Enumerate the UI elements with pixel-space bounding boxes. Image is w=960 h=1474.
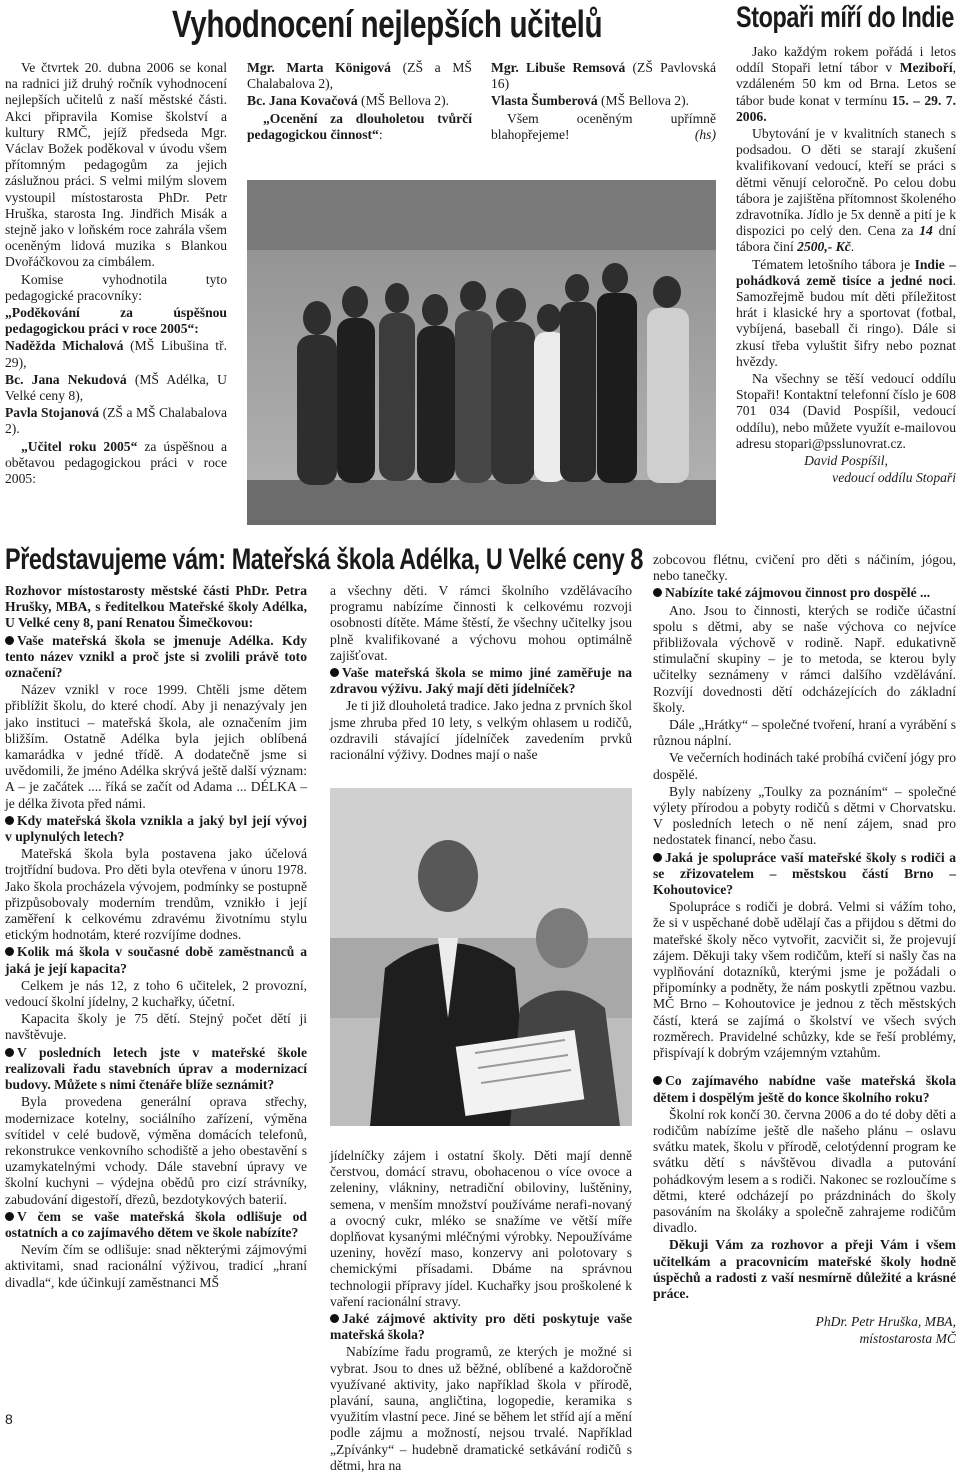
- article3-col3: [653, 552, 956, 1424]
- article3-signature-name: PhDr. Petr Hruška, MBA,: [815, 1314, 956, 1330]
- interview-intro: Rozhovor místostarosty městské části PhDr. Petra Hrušky, MBA, s ředitelkou Mateřské školy Adélka, U Velké ceny 8, paní Renatou Šimečkovou:: [5, 583, 307, 631]
- interview-answer: Dále „Hrátky“ – společné tvoření, hraní a vyrábění s různou náplní.: [653, 717, 956, 749]
- award1-person: Pavla Stojanová (ZŠ a MŠ Chalabalova 2).: [5, 405, 228, 437]
- article1-closing: Všem oceněným upřímně blahopřejeme! (hs): [491, 110, 716, 142]
- interview-question: Vaše mateřská škola se jmenuje Adélka. Kdy tento název vznikl a proč jste si zvolili právě toto označení?: [5, 632, 307, 681]
- article1-paragraph: Ve čtvrtek 20. dubna 2006 se konal na radnici již druhý ročník vyhodnocení nejlepších učitelů z naší městské části. Akci připravila Komise školství a kultury RMČ, jejíž předseda Mgr. Václav Božek poděkoval v úvodu všem přítomným pedagogům za jejich záslužnou práci. S velmi milým slovem vystoupil místostarosta PhDr. Petr Hruška, starosta Ing. Jindřich Misák a stejně jako v loňském roce zahrála všem oceněným lidová muzika s Blankou Dvořáčkovou za cimbálem.: [5, 60, 227, 270]
- award3-line: „Ocenění za dlouholetou tvůrčí pedagogickou činnost“:: [247, 110, 472, 142]
- group-photo: [247, 180, 716, 525]
- bullet-icon: [653, 588, 662, 597]
- interview-question: Vaše mateřská škola se mimo jiné zaměřuje na zdravou výživu. Jaký mají děti jídelníček?: [330, 665, 632, 697]
- article1-title: Vyhodnocení nejlepších učitelů: [172, 4, 603, 46]
- interview-answer: Ve večerních hodinách také probíhá cvičení jógy pro dospělé.: [653, 750, 956, 782]
- bullet-icon: [5, 816, 14, 825]
- bullet-icon: [5, 1212, 14, 1221]
- interview-question: Jaké zájmové aktivity pro děti poskytuje vaše mateřská škola?: [330, 1311, 632, 1343]
- bullet-icon: [653, 853, 662, 862]
- page-number: 8: [5, 1411, 13, 1427]
- award1-person: Naděžda Michalová (MŠ Libušina tř. 29),: [5, 338, 227, 370]
- interview-answer: jídelníčky zájem i ostatní školy. Děti mají denně čerstvou, domácí stravu, obohacenou o více ovoce a zeleniny, vlákniny, netradiční obiloviny, luštěniny, semena, v menším množství používáme nerafi-novaný a ovocný cukr, mléko se snažíme ve větší míře doplňovat kysanými mléčnými výrobky. Nepoužíváme uzeniny, hovězí maso, konzervy ani polotovary s chemickými přísadami. Dbáme na správnou technologii přípravy jídel. Kuchařky jsou proškolené k vaření racionální stravy.: [330, 1148, 632, 1309]
- article1-col2: [247, 60, 472, 170]
- interview-answer: Celkem je nás 12, z toho 6 učitelek, 2 provozní, vedoucí školní jídelny, 2 kuchařky, účetní.: [5, 977, 307, 1010]
- interview-answer: Byla provedena generální oprava střechy, modernizace kotelny, sociálního zařízení, výměna svítidel v celé budově, výměna domácích telefonů, rekonstrukce venkovního schodiště a jeho obestavění s uzamykatelnými vchody. Dále stavební úpravy ve školní kuchyni – výdejna obědů pro cizí strávníky, zabudování digestoří, dřezů, bezdotykových baterií.: [5, 1094, 307, 1207]
- bullet-icon: [330, 668, 339, 677]
- article2-paragraph: Na všechny se těší vedoucí oddílu Stopaři! Kontaktní telefonní číslo je 608 701 034 (David Pospíšil, vedoucí oddílu), nebo můžete využít e-mailovou adresu stopari@psslunovrat.cz.: [736, 371, 956, 451]
- interview-question: Co zajímavého nabídne vaše mateřská škola dětem i dospělým ještě do konce školního roku?: [653, 1073, 956, 1105]
- bullet-icon: [330, 1314, 339, 1323]
- award1-person: Bc. Jana Nekudová (MŠ Adélka, U Velké ceny 8),: [5, 371, 228, 404]
- group-photo-image: [247, 180, 716, 525]
- interview-question: V čem se vaše mateřská škola odlišuje od ostatních a co zajímavého dětem ve škole nabízíte?: [5, 1208, 307, 1240]
- award2-person: Bc. Jana Kovačová (MŠ Bellova 2).: [247, 93, 450, 109]
- interview-answer: Název vznikl v roce 1999. Chtěli jsme dětem přiblížit školu, do které chodí. Aby ji nenazývaly jen jako instituci – mateřská škola, ale označením jim bližším. Ostatně Adélka byla jejich oblíbená kamarádka v jedné třídě. A dodatečně jsme si uvědomili, že jméno Adélka skrývá ještě další význam: A – je začátek .... říká se začít od Adama ... DÉLKA – je délka života před námi.: [5, 682, 307, 811]
- article3-col2-bottom: [330, 1148, 632, 1473]
- bullet-icon: [5, 1048, 14, 1057]
- interview-answer: Mateřská škola byla postavena jako účelová trojtřídní budova. Pro děti byla otevřena v únoru 1978. Jako škola procházela vývojem, podmínky se postupně přizpůsobovaly moderním trendům, vznikło i její zaměření k celkovému zdravému životnímu stylu etickým hodnotám, které rozvíjíme dodnes.: [5, 846, 307, 943]
- interview-answer: a všechny děti. V rámci školního vzdělávacího programu nabízíme činnosti k celkovému rozvoji osobnosti dítěte. Máme štěstí, že všechny učitelky jsou plně kvalifikované a výchovu mohou optimálně zajišťovat.: [330, 583, 632, 663]
- interview-photo-image: [330, 788, 632, 1126]
- interview-answer: zobcovou flétnu, cvičení pro děti s náčiním, jógou, nebo tanečky.: [653, 552, 956, 584]
- interview-question: Nabízíte také zájmovou činnost pro dospělé ...: [653, 585, 956, 601]
- article3-col1: [5, 583, 307, 1403]
- interview-answer: Byly nabízeny „Toulky za poznáním“ – společné výlety přírodou a pobyty rodičů s dětmi v Chorvatsku. V posledních letech o ně není zájem, snad pro nedostatek financí, nebo času.: [653, 783, 956, 848]
- article1-col1: [5, 60, 227, 530]
- interview-answer: Ano. Jsou to činnosti, kterých se rodiče účastní spolu s dětmi, aby se naše výchova co nejvíce přibližovala výchově v rodině. Např. edukativně stimulační skupiny – je to metoda, se kterou byly učitelky seznámeny v rámci dalšího vzdělávání. Rozvíjí dovednosti dětí odcházejících do základní školy.: [653, 602, 956, 715]
- award2-line: „Učitel roku 2005“ za úspěšnou a obětavou pedagogickou práci v roce 2005:: [5, 438, 227, 487]
- interview-answer: Nabízíme řadu programů, ze kterých je možné si vybrat. Jsou to dnes už běžné, oblíbené a každoročně využívané aktivity, jako například škola v přírodě, plavání, sauna, angličtina, logopedie, keramika s využitím vlastní pece. Jiné se během let stříd ají a mění podle zájmu a možností, nejsou trvalé. Například „Zpívánky“ – hudebně dramatické setkávání rodičů s dětmi, hra na: [330, 1344, 632, 1473]
- article3-title: Představujeme vám: Mateřská škola Adélka, U Velké ceny 8: [5, 543, 644, 576]
- bullet-icon: [5, 947, 14, 956]
- interview-question: Kolik má škola v současné době zaměstnanců a jaká je její kapacita?: [5, 944, 307, 976]
- article2-signature-name: David Pospíšil,: [804, 453, 888, 469]
- award2-person: Mgr. Marta Königová (ZŠ a MŠ Chalabalova 2),: [247, 60, 472, 92]
- article2-paragraph: Ubytování je v kvalitních stanech s podsadou. O děti se starají zkušení kvalifikovaní vedoucí, kteří se práci s dětmi věnují celoročně. Po celou dobu tábora je zajištěna přítomnost školeného zdravotníka. Jídlo je 5x denně a pití je k dispozici po celý den. Cena za 14 dní tábora činí 2500,- Kč.: [736, 126, 956, 255]
- award3-person: Mgr. Libuše Remsová (ZŠ Pavlovská 16): [491, 60, 716, 92]
- article2-paragraph: Jako každým rokem pořádá i letos oddíl Stopaři letní tábor v Meziboří, vzdáleném 50 km od Brna. Letos se tábor bude konat v termínu 15. – 29. 7. 2006.: [736, 44, 956, 124]
- interview-answer: Kapacita školy je 75 dětí. Stejný počet dětí ji navštěvuje.: [5, 1011, 307, 1043]
- article2-paragraph: Tématem letošního tábora je Indie – pohádková země tisíce a jedné noci. Samozřejmě budou mít děti příležitost hrát i klasické hry a sportovat (fotbal, vybíjená, baseball či ringo). Dále si zkusí třeba vyluštit šifry nebo poznat hvězdy.: [736, 256, 957, 369]
- interview-answer: Je ti již dlouholetá tradice. Jako jedna z prvních škol jsme zhruba před 10 lety, s velkým ohlasem u rodičů, ozdravili stávající jídelníček zavedením prvků racionální výživy. Dodnes mají o naše: [330, 698, 632, 763]
- interview-thanks: Děkuji Vám za rozhovor a přeji Vám i všem učitelkám a pracovnicím mateřské školy hodně úspěchů a radosti z vaší nesmírně důležité a krásné práce.: [653, 1237, 956, 1301]
- article3-col2-top: [330, 583, 632, 783]
- article1-paragraph: Komise vyhodnotila tyto pedagogické pracovníky:: [5, 271, 227, 303]
- article2-title: Stopaři míří do Indie: [736, 1, 955, 34]
- interview-question: Jaká je spolupráce vaší mateřské školy s rodiči a se zřizovatelem – městskou částí Brno – Kohoutovice?: [653, 849, 956, 898]
- article3-signature-role: místostarosta MČ: [859, 1331, 956, 1347]
- interview-question: V posledních letech jste v mateřské škole realizovali řadu stavebních úprav a modernizací budovy. Můžete s nimi čtenáře blíže seznámit?: [5, 1044, 307, 1093]
- bullet-icon: [5, 636, 14, 645]
- interview-photo: [330, 788, 632, 1126]
- article1-col3: [491, 60, 716, 170]
- interview-answer: Školní rok končí 30. června 2006 a do té doby děti a rodičům nabízíme ještě dle našeho plánu – oslavu svátku matek, školu v přírodě, celotýdenní program ke svátku dětí s návštěvou divadla a putování pohádkovým lesem a s rodiči. Nakonec se rozloučíme s dětmi, které odcházejí po prázdninách do školy pasováním na školáky a společně zahrajeme rodičům divadlo.: [653, 1106, 956, 1236]
- interview-answer: Spolupráce s rodiči je dobrá. Velmi si vážím toho, že si v uspěchané době udělají čas a přijdou s dětmi do mateřské školy něco vytvořit, zacvičit si, že projevují zájem. Děkuji taky všem rodičům, kteří si našly čas na vyplňování dotazníků, kterými jsme je požádali o připomínky a podněty, že nám poskytli zpětnou vazbu. MČ Brno – Kohoutovice je jednou z těch městských částí, která se zajímá o školství ve všech svých rozměrech. Pravidelné schůzky, kde se řeší problémy, přispívají k dobrým vzájemným vztahům.: [653, 899, 956, 1061]
- award3-person: Vlasta Šumberová (MŠ Bellova 2).: [491, 93, 689, 109]
- interview-question: Kdy mateřská škola vznikla a jaký byl její vývoj v uplynulých letech?: [5, 812, 307, 845]
- article2-body: [736, 44, 956, 534]
- article2-signature-role: vedoucí oddílu Stopaři: [832, 470, 956, 486]
- bullet-icon: [653, 1076, 662, 1085]
- interview-answer: Nevím čím se odlišuje: snad některými zájmovými aktivitami, snad racionální výživou, tradicí „hraní divadla“, kde účinkují zaměstnanci MŠ: [5, 1242, 307, 1290]
- award1-title: „Poděkování za úspěšnou pedagogickou práci v roce 2005“:: [5, 305, 227, 337]
